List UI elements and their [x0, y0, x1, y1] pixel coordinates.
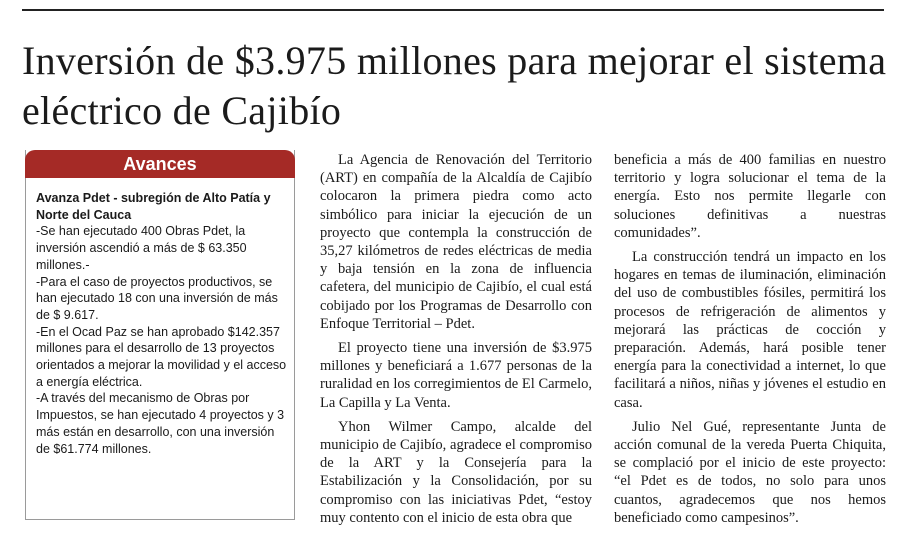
sidebar-item: -A través del mecanismo de Obras por Impuestos, se han ejecutado 4 proyectos y 3 más están en desarrollo, con una inversión de $61.774 millones.: [36, 391, 285, 456]
sidebar-title: Avanza Pdet - subregión de Alto Patía y Norte del Cauca: [36, 191, 271, 222]
article-column-middle: [320, 151, 592, 533]
paragraph: La Agencia de Renovación del Territorio (ART) en compañía de la Alcaldía de Cajibío colocaron la primera piedra como acto simbólico para iniciar la ejecución de un proyecto que contempla la construcción de 35,27 kilómetros de redes eléctricas de media y baja tensión en la zona de influencia cafetera, del municipio de Cajibío, el cual está cobijado por los Programas de Desarrollo con Enfoque Territorial – Pdet.: [320, 152, 592, 332]
paragraph: El proyecto tiene una inversión de $3.975 millones y beneficiará a 1.677 personas de la ruralidad en los corregimientos de El Carmelo, La Capilla y La Venta.: [320, 340, 592, 411]
article-column-right: [614, 151, 886, 533]
paragraph: Julio Nel Gué, representante Junta de acción comunal de la vereda Puerta Chiquita, se complació por el inicio de este proyecto: “el Pdet es de todos, no solo para unos cuantos, agradecemos que nos hemos beneficiado como campesinos”.: [614, 418, 886, 526]
sidebar-item: -Se han ejecutado 400 Obras Pdet, la inversión ascendió a más de $ 63.350 millones.-: [36, 224, 247, 272]
paragraph: beneficia a más de 400 familias en nuestro territorio y logra solucionar el tema de la energía. Esto nos permite llegarle con soluciones definitivas a nuestras comunidades”.: [614, 152, 886, 241]
headline: Inversión de $3.975 millones para mejorar el sistema eléctrico de Cajibío: [22, 38, 887, 133]
sidebar-box: [25, 150, 295, 520]
paragraph: Yhon Wilmer Campo, alcalde del municipio de Cajibío, agradece el compromiso de la ART y la Consejería para la Estabilización y la Consolidación, por su compromiso con las iniciativas Pdet, “estoy muy contento con el inicio de esta obra que: [320, 418, 592, 526]
sidebar-item: -Para el caso de proyectos productivos, se han ejecutado 18 con una inversión de más de $ 9.617.: [36, 274, 278, 322]
sidebar-body: [36, 190, 288, 457]
top-rule: [22, 9, 884, 11]
sidebar-header: Avances: [25, 150, 295, 178]
paragraph: La construcción tendrá un impacto en los hogares en temas de iluminación, eliminación del uso de combustibles fósiles, permitirá los procesos de refrigeración de alimentos y mejorará las prácticas de cocción y preparación. Además, hará posible tener energía para la conectividad a internet, lo que facilitará a niños, niñas y jóvenes el estudio en casa.: [614, 249, 886, 411]
sidebar-item: -En el Ocad Paz se han aprobado $142.357 millones para el desarrollo de 13 proyectos orientados a mejorar la movilidad y el acceso a energía eléctrica.: [36, 324, 287, 389]
